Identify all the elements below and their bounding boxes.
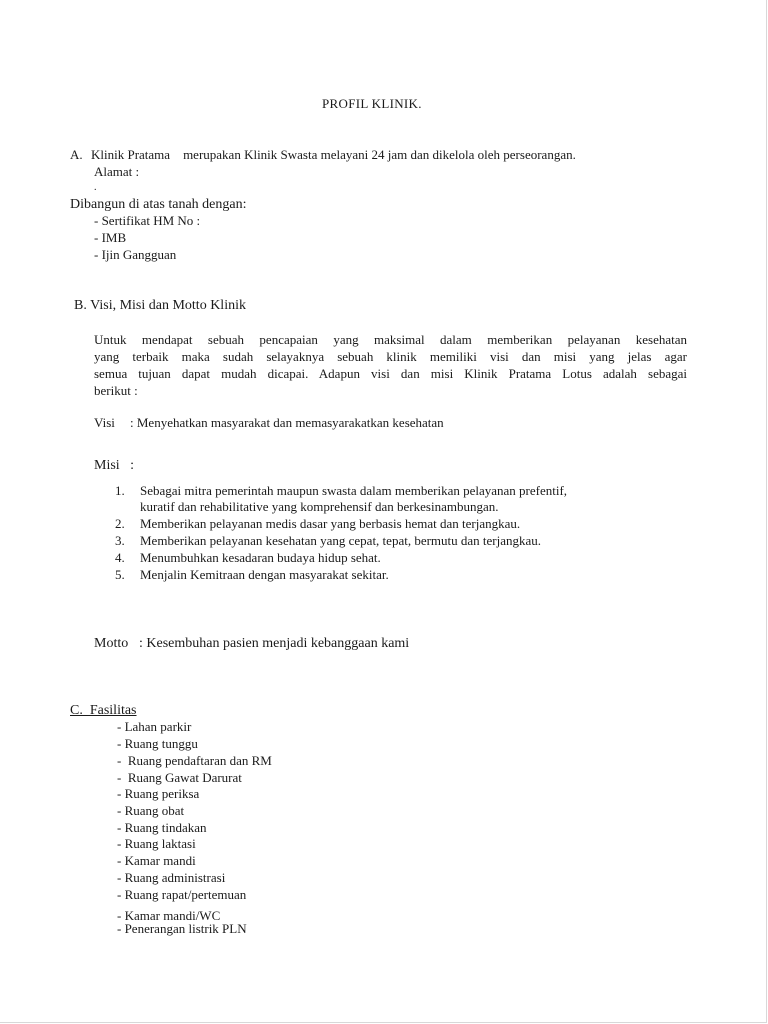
misi-item-line: Memberikan pelayanan kesehatan yang cepat, tepat, bermutu dan terjangkau. — [140, 533, 542, 548]
facility-item: - Ruang laktasi — [117, 836, 196, 851]
paragraph-line: yang terbaik maka sudah selayaknya sebuah klinik memiliki visi dan misi yang jelas agar — [94, 349, 687, 364]
paragraph-line: Untuk mendapat sebuah pencapaian yang maksimal dalam memberikan pelayanan kesehatan — [94, 332, 687, 347]
section-a-intro: Klinik Pratama merupakan Klinik Swasta melayani 24 jam dan dikelola oleh perseorangan. — [91, 147, 576, 162]
facility-item: - Ruang pendaftaran dan RM — [117, 753, 272, 768]
section-c-heading: C. Fasilitas — [70, 703, 137, 718]
section-a-letter: A. — [70, 147, 83, 162]
facility-item: - Kamar mandi/WC — [117, 908, 221, 923]
misi-number: 2. — [115, 516, 125, 531]
facility-item: - Ruang tunggu — [117, 736, 198, 751]
visi-label: Visi — [94, 415, 115, 430]
misi-item-line: Memberikan pelayanan medis dasar yang berbasis hemat dan terjangkau. — [140, 516, 521, 531]
visi-text: : Menyehatkan masyarakat dan memasyarakatkan kesehatan — [130, 415, 444, 430]
misi-item-line: Menumbuhkan kesadaran budaya hidup sehat. — [140, 550, 381, 565]
paragraph-line: semua tujuan dapat mudah dicapai. Adapun visi dan misi Klinik Pratama Lotus adalah sebagai — [94, 366, 687, 381]
section-a-dot: . — [94, 182, 97, 193]
paragraph-line: berikut : — [94, 383, 138, 398]
motto-text: : Kesembuhan pasien menjadi kebanggaan kami — [139, 636, 410, 651]
motto-label: Motto — [94, 636, 129, 651]
misi-number: 5. — [115, 567, 125, 582]
facility-item: - Kamar mandi — [117, 853, 196, 868]
facility-item: - Ruang Gawat Darurat — [117, 770, 242, 785]
section-b-heading: B. Visi, Misi dan Motto Klinik — [74, 298, 246, 313]
facility-item: - Ruang rapat/pertemuan — [117, 887, 247, 902]
facility-item: - Penerangan listrik PLN — [117, 921, 247, 936]
misi-number: 4. — [115, 550, 125, 565]
misi-item-line: Sebagai mitra pemerintah maupun swasta dalam memberikan pelayanan prefentif, — [140, 483, 568, 498]
facility-item: - Ruang periksa — [117, 786, 200, 801]
land-item: - Ijin Gangguan — [94, 247, 177, 262]
facility-item: - Lahan parkir — [117, 719, 192, 734]
facility-item: - Ruang obat — [117, 803, 185, 818]
facility-item: - Ruang tindakan — [117, 820, 207, 835]
misi-item-line: kuratif dan rehabilitative yang komprehensif dan berkesinambungan. — [140, 499, 499, 514]
land-item: - Sertifikat HM No : — [94, 213, 201, 228]
misi-number: 3. — [115, 533, 125, 548]
misi-label: Misi : — [94, 458, 135, 473]
land-item: - IMB — [94, 230, 127, 245]
section-b-intro-paragraph — [94, 331, 687, 399]
misi-number: 1. — [115, 483, 125, 498]
facility-item: - Ruang administrasi — [117, 870, 226, 885]
page-title: PROFIL KLINIK. — [322, 96, 422, 111]
section-a-dibangun: Dibangun di atas tanah dengan: — [70, 197, 247, 212]
section-a-alamat: Alamat : — [94, 164, 140, 179]
misi-item-line: Menjalin Kemitraan dengan masyarakat sekitar. — [140, 567, 389, 582]
